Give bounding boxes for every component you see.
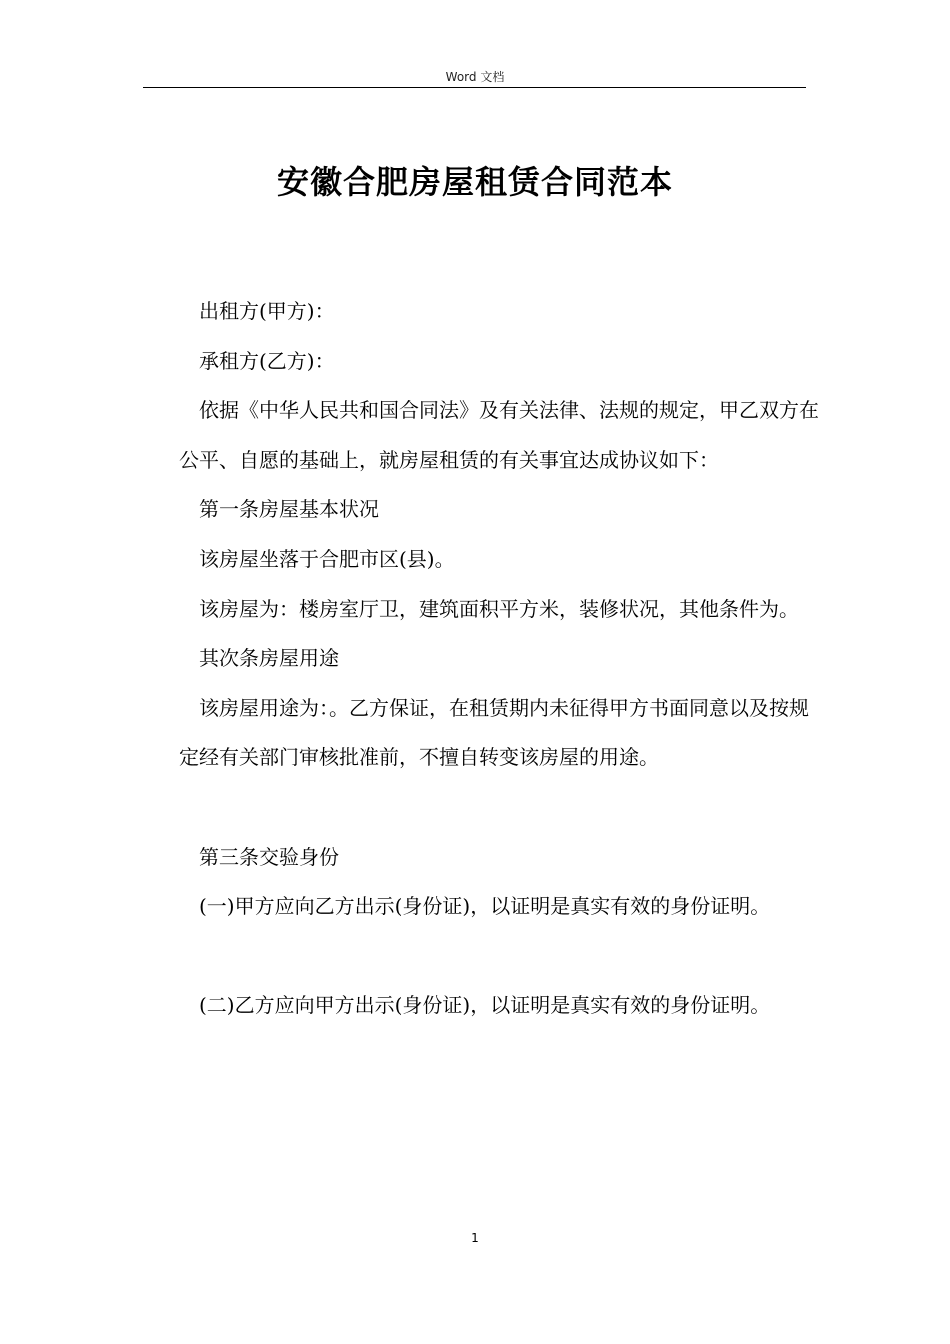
- blank-line: [179, 932, 819, 982]
- header-divider: [143, 87, 806, 88]
- document-title: 安徽合肥房屋租赁合同范本: [276, 163, 673, 201]
- paragraph-house-type: 该房屋为：楼房室厅卫，建筑面积平方米，装修状况，其他条件为。: [199, 596, 799, 621]
- article-1-heading: 第一条房屋基本状况: [199, 497, 379, 522]
- document-body: [179, 287, 819, 1031]
- paragraph-lessee-id: (二)乙方应向甲方出示(身份证)，以证明是真实有效的身份证明。: [199, 993, 771, 1018]
- paragraph-lessor: 出租方(甲方)：: [199, 299, 335, 323]
- article-2-heading: 其次条房屋用途: [199, 646, 339, 671]
- paragraph-usage: 该房屋用途为：。乙方保证，在租赁期内未征得甲方书面同意以及按规定经有关部门审核批准前，不擅自转变该房屋的用途。: [179, 695, 809, 770]
- article-3-heading: 第三条交验身份: [199, 844, 339, 869]
- page-header: Word 文档: [445, 70, 505, 84]
- blank-line: [179, 783, 819, 833]
- paragraph-lessor-id: (一)甲方应向乙方出示(身份证)，以证明是真实有效的身份证明。: [199, 894, 771, 919]
- page-number: 1: [471, 1231, 479, 1245]
- paragraph-preamble: 依据《中华人民共和国合同法》及有关法律、法规的规定，甲乙双方在公平、自愿的基础上，就房屋租赁的有关事宜达成协议如下：: [179, 398, 819, 472]
- paragraph-lessee: 承租方(乙方)：: [199, 348, 335, 373]
- paragraph-location: 该房屋坐落于合肥市区(县)。: [199, 546, 455, 571]
